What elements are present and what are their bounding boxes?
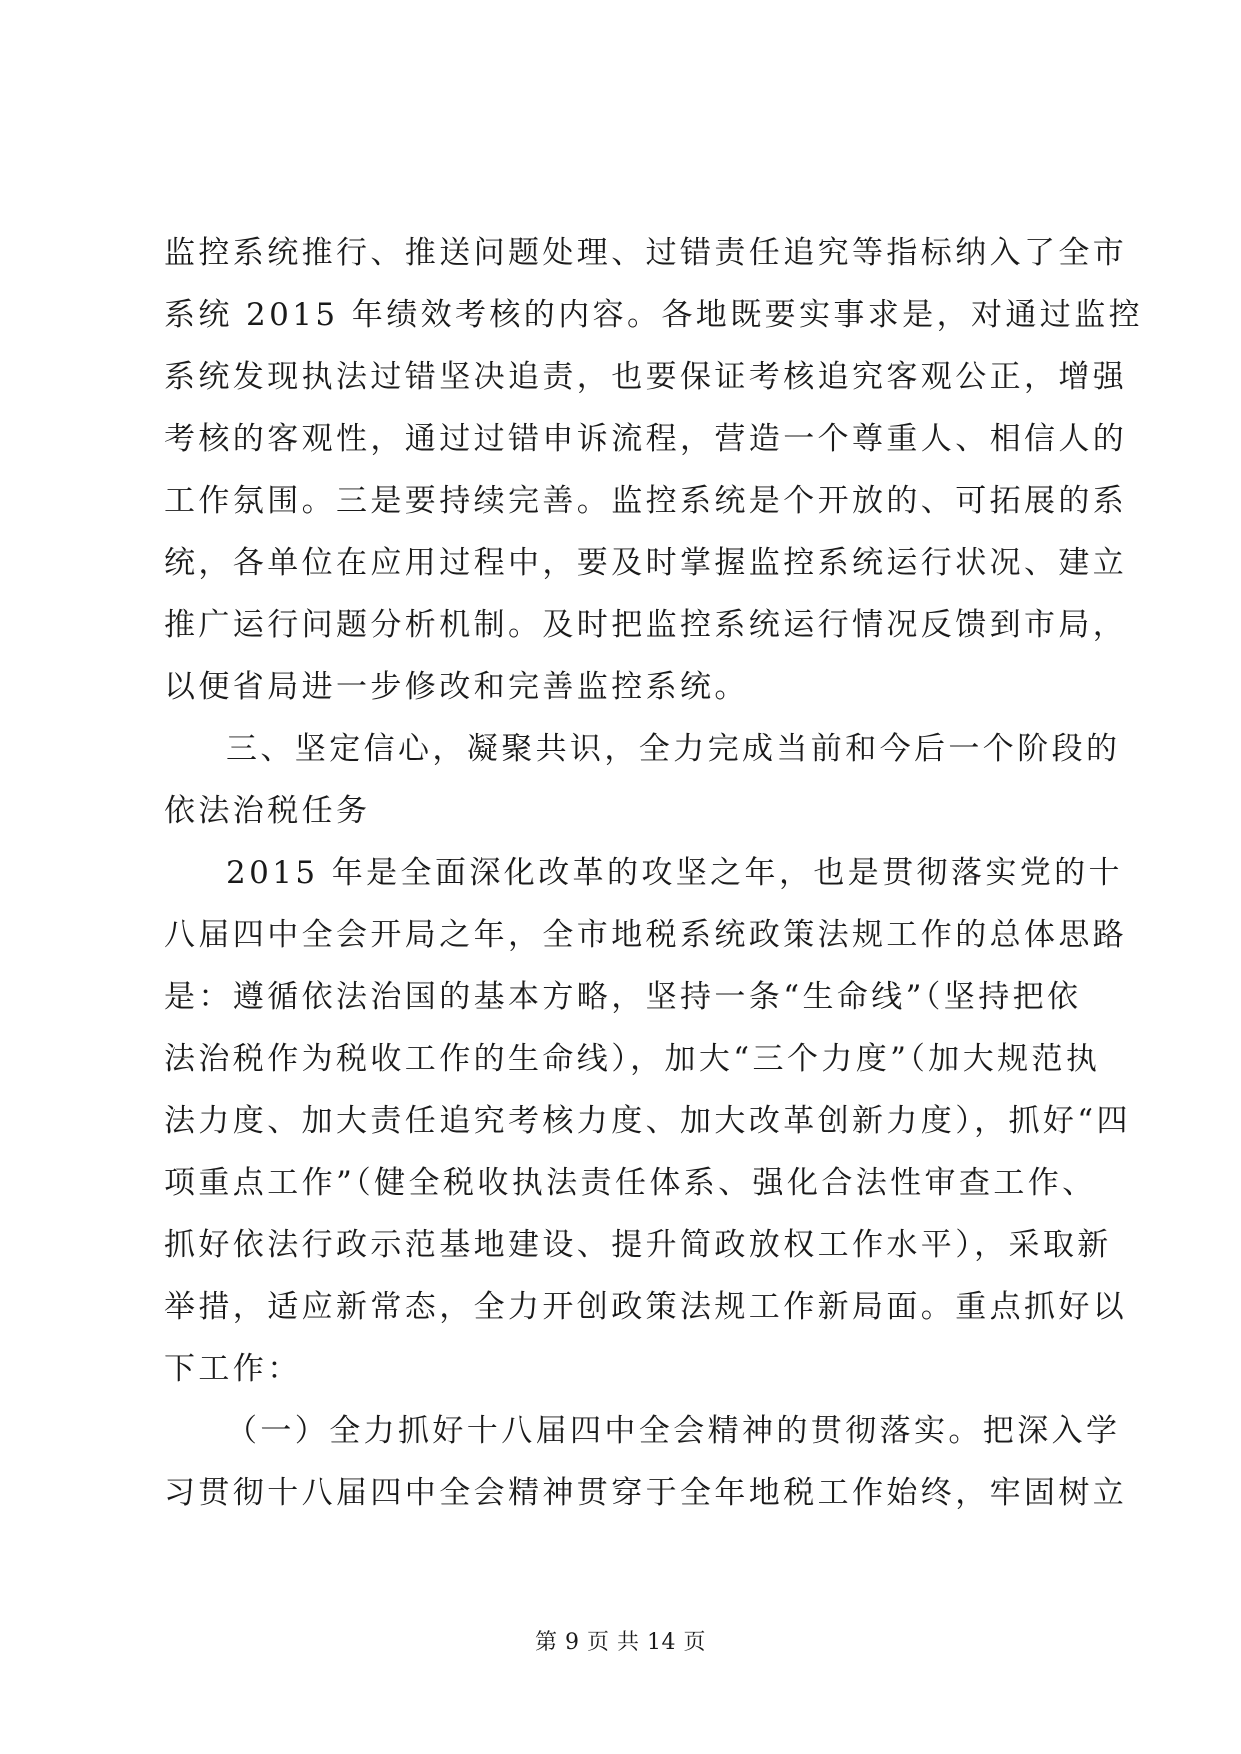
section-heading-line: 三、坚定信心，凝聚共识，全力完成当前和今后一个阶段的 [226,731,1121,767]
text-line: 习贯彻十八届四中全会精神贯穿于全年地税工作始终，牢固树立 [164,1475,1128,1511]
text-line: 系统 2015 年绩效考核的内容。各地既要实事求是，对通过监控 [164,297,1143,333]
text-line: 系统发现执法过错坚决追责，也要保证考核追究客观公正，增强 [164,359,1128,395]
text-line: 考核的客观性，通过过错申诉流程，营造一个尊重人、相信人的 [164,421,1128,457]
section-heading-line: 依法治税任务 [164,793,371,829]
text-line: （一）全力抓好十八届四中全会精神的贯彻落实。把深入学 [226,1413,1121,1449]
text-line: 法力度、加大责任追究考核力度、加大改革创新力度），抓好“四 [164,1103,1131,1139]
text-line: 举措，适应新常态，全力开创政策法规工作新局面。重点抓好以 [164,1289,1128,1325]
body-text [164,222,1143,1524]
text-line: 工作氛围。三是要持续完善。监控系统是个开放的、可拓展的系 [164,483,1128,519]
text-line: 监控系统推行、推送问题处理、过错责任追究等指标纳入了全市 [164,235,1128,271]
text-line: 2015 年是全面深化改革的攻坚之年，也是贯彻落实党的十 [226,855,1123,891]
text-line: 项重点工作”（健全税收执法责任体系、强化合法性审查工作、 [164,1165,1097,1201]
text-line: 八届四中全会开局之年，全市地税系统政策法规工作的总体思路 [164,917,1128,953]
text-line: 抓好依法行政示范基地建设、提升简政放权工作水平），采取新 [164,1227,1112,1263]
text-line: 下工作： [164,1351,302,1387]
text-line: 统，各单位在应用过程中，要及时掌握监控系统运行状况、建立 [164,545,1128,581]
text-line: 法治税作为税收工作的生命线），加大“三个力度”（加大规范执 [164,1041,1101,1077]
text-line: 是：遵循依法治国的基本方略，坚持一条“生命线”（坚持把依 [164,979,1082,1015]
text-line: 推广运行问题分析机制。及时把监控系统运行情况反馈到市局， [164,607,1128,643]
text-line: 以便省局进一步修改和完善监控系统。 [164,669,749,705]
page-number-footer: 第 9 页 共 14 页 [535,1630,706,1655]
